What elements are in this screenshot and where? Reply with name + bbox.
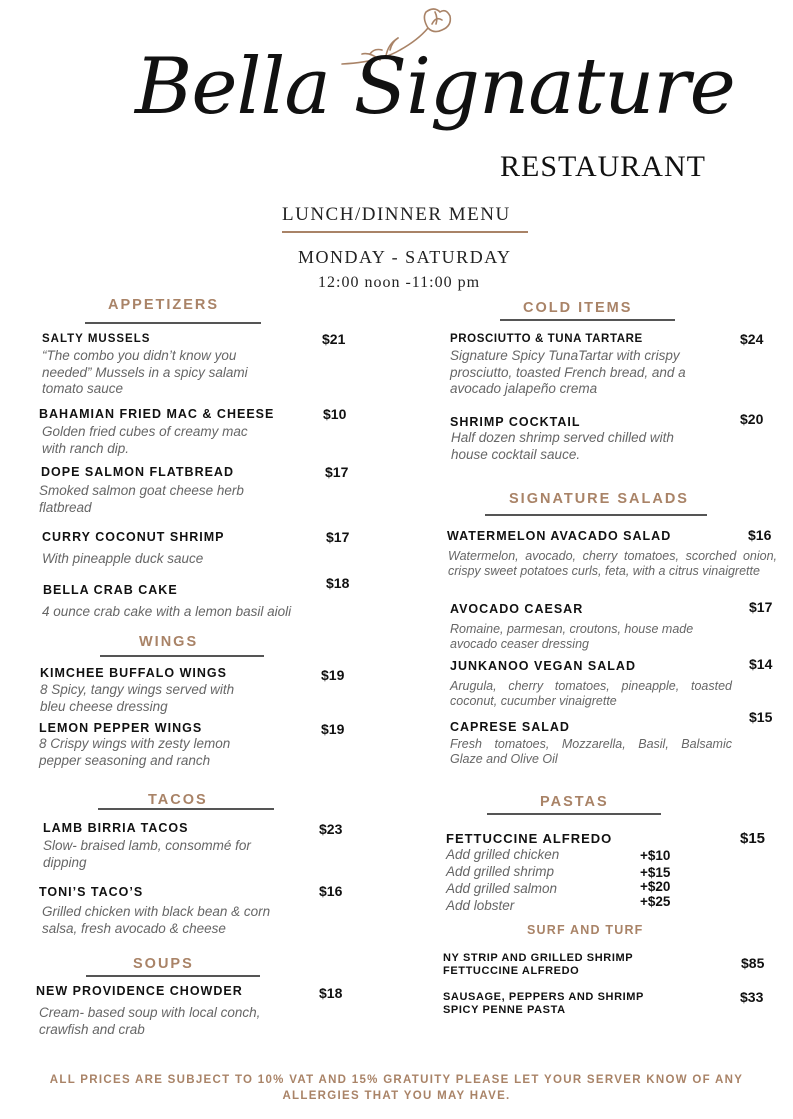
menu-item-name: SAUSAGE, PEPPERS AND SHRIMP SPICY PENNE PASTA [443, 991, 644, 1016]
menu-item-name: NY STRIP AND GRILLED SHRIMP FETTUCCINE ALFREDO [443, 952, 633, 977]
addon-price: +$10 [640, 848, 671, 863]
service-days: MONDAY - SATURDAY [298, 247, 512, 267]
service-hours: 12:00 noon -11:00 pm [318, 274, 481, 291]
section-divider [86, 975, 260, 977]
addon-label: Add grilled chicken [446, 847, 560, 862]
menu-item-name: BAHAMIAN FRIED MAC & CHEESE [39, 407, 275, 421]
section-divider [85, 322, 261, 324]
section-divider [100, 655, 264, 657]
menu-item-name: CURRY COCONUT SHRIMP [42, 530, 225, 544]
section-title-soups: SOUPS [133, 956, 194, 972]
menu-item-name: WATERMELON AVACADO SALAD [447, 529, 672, 543]
section-divider [485, 514, 707, 516]
menu-item-price: $14 [749, 656, 773, 672]
menu-item-price: $33 [740, 989, 764, 1005]
menu-item-price: $17 [326, 529, 350, 545]
menu-item-desc: Fresh tomatoes, Mozzarella, Basil, Balsamic Glaze and Olive Oil [450, 737, 732, 766]
logo-subtitle: RESTAURANT [500, 150, 706, 183]
menu-item-price: $19 [321, 721, 345, 737]
addon-price: +$25 [640, 894, 671, 909]
menu-item-price: $16 [748, 527, 772, 543]
menu-item-desc: 8 Spicy, tangy wings served with bleu cheese dressing [40, 682, 235, 714]
menu-item-price: $18 [319, 985, 343, 1001]
menu-item-name: CAPRESE SALAD [450, 720, 570, 734]
menu-item-desc: 4 ounce crab cake with a lemon basil aioli [42, 604, 292, 619]
section-title-cold-items: COLD ITEMS [523, 300, 633, 316]
addon-price: +$20 [640, 879, 671, 894]
section-title-wings: WINGS [139, 634, 199, 650]
menu-item-desc: “The combo you didn’t know you needed” Mussels in a spicy salami tomato sauce [42, 348, 248, 396]
section-title-signature-salads: SIGNATURE SALADS [509, 491, 689, 507]
menu-item-name: SHRIMP COCKTAIL [450, 415, 581, 429]
section-divider [98, 808, 274, 810]
menu-item-name: LEMON PEPPER WINGS [39, 721, 203, 735]
addon-label: Add grilled shrimp [446, 864, 555, 879]
menu-item-desc: Cream- based soup with local conch, crawfish and crab [39, 1005, 261, 1037]
addon-label: Add lobster [446, 898, 515, 913]
menu-item-price: $24 [740, 331, 764, 347]
menu-item-desc: Golden fried cubes of creamy mac with ranch dip. [42, 424, 248, 456]
menu-item-desc: With pineapple duck sauce [42, 551, 204, 566]
footer-disclaimer: ALL PRICES ARE SUBJECT TO 10% VAT AND 15% GRATUITY PLEASE LET YOUR SERVER KNOW OF ANY ALLERGIES THAT YOU MAY HAVE. [49, 1074, 744, 1102]
menu-item-price: $16 [319, 883, 343, 899]
menu-item-name: PROSCIUTTO & TUNA TARTARE [450, 333, 643, 345]
menu-item-price: $85 [741, 955, 765, 971]
menu-item-name: SALTY MUSSELS [42, 333, 151, 345]
menu-item-name: NEW PROVIDENCE CHOWDER [36, 984, 243, 998]
menu-item-desc: 8 Crispy wings with zesty lemon pepper seasoning and ranch [39, 736, 231, 768]
menu-item-price: $17 [325, 464, 349, 480]
menu-item-name: TONI’S TACO’S [39, 885, 144, 899]
title-divider [282, 231, 528, 233]
section-title-surf-and-turf: SURF AND TURF [527, 923, 644, 937]
menu-item-price: $23 [319, 821, 343, 837]
menu-item-desc: Half dozen shrimp served chilled with house cocktail sauce. [451, 430, 674, 462]
menu-item-price: $15 [740, 830, 766, 847]
menu-item-desc: Romaine, parmesan, croutons, house made avocado ceaser dressing [450, 622, 694, 651]
menu-item-price: $17 [749, 599, 773, 615]
menu-item-desc: Watermelon, avocado, cherry tomatoes, scorched onion, crispy sweet potatoes curls, feta, with a citrus vinaigrette [448, 549, 777, 578]
menu-item-name: DOPE SALMON FLATBREAD [41, 465, 234, 479]
menu-item-name: AVOCADO CAESAR [450, 602, 584, 616]
menu-item-price: $21 [322, 331, 346, 347]
menu-title: LUNCH/DINNER MENU [282, 204, 511, 225]
menu-item-name: FETTUCCINE ALFREDO [446, 831, 613, 846]
menu-item-name: KIMCHEE BUFFALO WINGS [40, 666, 227, 680]
menu-item-name: JUNKANOO VEGAN SALAD [450, 659, 636, 673]
section-divider [500, 319, 675, 321]
menu-item-price: $20 [740, 411, 764, 427]
menu-item-desc: Smoked salmon goat cheese herb flatbread [39, 483, 244, 515]
menu-item-desc: Arugula, cherry tomatoes, pineapple, toasted coconut, cucumber vinaigrette [450, 679, 732, 708]
menu-item-price: $19 [321, 667, 345, 683]
section-title-appetizers: APPETIZERS [108, 297, 220, 313]
menu-item-desc: Grilled chicken with black bean & corn salsa, fresh avocado & cheese [42, 904, 271, 936]
menu-item-desc: Slow- braised lamb, consommé for dipping [43, 838, 251, 870]
addon-price: +$15 [640, 865, 671, 880]
section-divider [487, 813, 661, 815]
menu-item-name: LAMB BIRRIA TACOS [43, 821, 189, 835]
logo-script: Bella Signature [135, 42, 735, 132]
menu-item-price: $18 [326, 575, 350, 591]
addon-label: Add grilled salmon [446, 881, 558, 896]
menu-item-price: $10 [323, 406, 347, 422]
section-title-tacos: TACOS [148, 792, 208, 808]
menu-item-name: BELLA CRAB CAKE [43, 583, 178, 597]
menu-item-price: $15 [749, 709, 773, 725]
menu-item-desc: Signature Spicy TunaTartar with crispy prosciutto, toasted French bread, and a avocado jalapeño crema [450, 348, 686, 396]
section-title-pastas: PASTAS [540, 794, 609, 810]
